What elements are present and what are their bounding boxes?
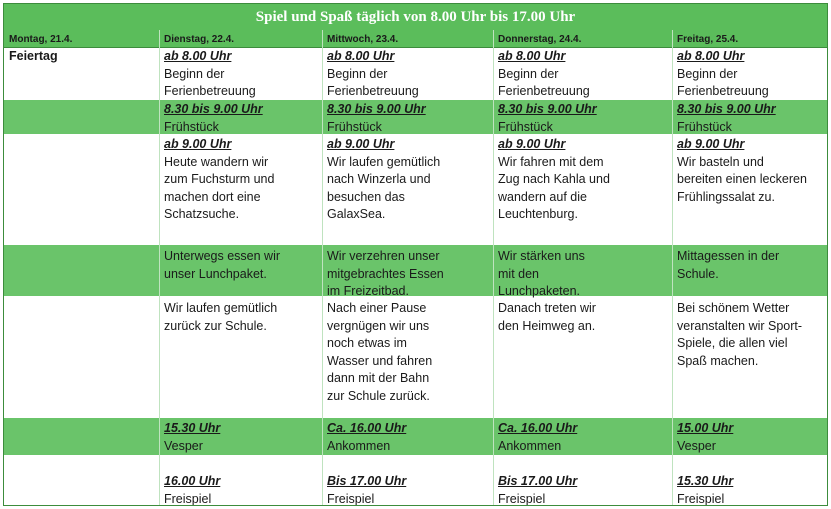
schedule-block xyxy=(164,473,220,506)
activity-text: Unterwegs essen wir xyxy=(164,249,281,263)
time-label: 15.30 Uhr xyxy=(677,474,734,488)
activity-text: Vesper xyxy=(164,438,203,453)
schedule-block xyxy=(498,420,577,455)
schedule-block xyxy=(677,300,802,370)
column-divider xyxy=(159,30,160,505)
time-label: ab 8.00 Uhr xyxy=(498,49,566,63)
activity-text: Freispiel xyxy=(498,491,546,506)
activity-text: zurück zur Schule. xyxy=(164,318,267,333)
activity-text: Ferienbetreuung xyxy=(498,84,590,98)
activity-text: Freispiel xyxy=(327,491,375,506)
activity-text: Nach einer Pause xyxy=(327,301,427,315)
schedule-block xyxy=(677,136,807,206)
schedule-block xyxy=(164,136,274,224)
activity-text: machen dort eine xyxy=(164,189,261,204)
time-label: Ca. 16.00 Uhr xyxy=(498,421,578,435)
activity-text: den Heimweg an. xyxy=(498,318,596,333)
activity-text: Ferienbetreuung xyxy=(677,84,769,98)
day-header: Donnerstag, 24.4. xyxy=(498,34,582,45)
activity-text: Beginn der xyxy=(327,66,388,81)
activity-text: Spiele, die allen viel xyxy=(677,336,788,350)
activity-text: Schule. xyxy=(677,266,719,281)
time-label: ab 8.00 Uhr xyxy=(164,49,232,63)
time-label: 8.30 bis 9.00 Uhr xyxy=(677,102,776,116)
activity-text: Frühstück xyxy=(677,119,732,134)
schedule-block xyxy=(327,101,426,136)
time-label: ab 9.00 Uhr xyxy=(498,137,566,151)
time-label: 16.00 Uhr xyxy=(164,474,221,488)
day-header: Freitag, 25.4. xyxy=(677,34,739,45)
schedule-block xyxy=(327,248,444,301)
activity-text: mit den xyxy=(498,266,539,281)
activity-text: GalaxSea. xyxy=(327,207,386,221)
activity-text: wandern auf die xyxy=(498,189,587,204)
time-label: 8.30 bis 9.00 Uhr xyxy=(498,102,597,116)
activity-text: Frühstück xyxy=(498,119,553,134)
time-label: ab 9.00 Uhr xyxy=(164,137,232,151)
schedule-block xyxy=(164,48,256,101)
activity-text: Beginn der xyxy=(164,66,225,81)
time-label: 15.30 Uhr xyxy=(164,421,221,435)
time-label: ab 9.00 Uhr xyxy=(677,137,745,151)
activity-text: zur Schule zurück. xyxy=(327,388,430,403)
activity-text: Beginn der xyxy=(677,66,738,81)
column-divider xyxy=(493,30,494,505)
schedule-block xyxy=(164,248,280,283)
activity-text: Wir laufen gemütlich xyxy=(164,301,278,315)
activity-text: Leuchtenburg. xyxy=(498,207,578,221)
activity-text: Schatzsuche. xyxy=(164,207,240,221)
activity-text: Bei schönem Wetter xyxy=(677,301,790,315)
activity-text: besuchen das xyxy=(327,189,405,204)
schedule-block xyxy=(327,300,432,405)
time-label: Bis 17.00 Uhr xyxy=(498,474,578,488)
column-divider xyxy=(672,30,673,505)
activity-text: Ferienbetreuung xyxy=(164,84,256,98)
activity-text: Spaß machen. xyxy=(677,353,759,368)
activity-text: im Freizeitbad. xyxy=(327,284,409,298)
schedule-block xyxy=(327,136,440,224)
schedule-block xyxy=(498,136,610,224)
activity-text: Wasser und fahren xyxy=(327,353,433,368)
schedule-block xyxy=(327,420,406,455)
activity-text: Wir fahren mit dem xyxy=(498,154,604,169)
schedule-block xyxy=(677,48,769,101)
time-label: 8.30 bis 9.00 Uhr xyxy=(327,102,426,116)
schedule-block xyxy=(327,473,406,506)
activity-text: nach Winzerla und xyxy=(327,172,431,186)
activity-text: zum Fuchsturm und xyxy=(164,172,275,186)
activity-text: bereiten einen leckeren xyxy=(677,172,807,186)
schedule-block xyxy=(498,300,596,335)
activity-text: veranstalten wir Sport- xyxy=(677,318,803,333)
activity-text: Beginn der xyxy=(498,66,559,81)
schedule-block xyxy=(677,473,733,506)
activity-text: Freispiel xyxy=(164,491,212,506)
time-label: ab 9.00 Uhr xyxy=(327,137,395,151)
schedule-block xyxy=(498,48,590,101)
schedule-block xyxy=(164,420,220,455)
schedule-block xyxy=(677,420,733,455)
schedule-table xyxy=(3,3,828,506)
activity-text: Mittagessen in der xyxy=(677,249,780,263)
activity-text: Danach treten wir xyxy=(498,301,596,315)
time-label: 8.30 bis 9.00 Uhr xyxy=(164,102,263,116)
activity-text: mitgebrachtes Essen xyxy=(327,266,444,281)
day-header-monday: Montag, 21.4. xyxy=(9,34,73,45)
schedule-block xyxy=(164,300,277,335)
holiday-note: Feiertag xyxy=(9,49,58,63)
time-label: Bis 17.00 Uhr xyxy=(327,474,407,488)
activity-text: Zug nach Kahla und xyxy=(498,172,610,186)
activity-text: Ferienbetreuung xyxy=(327,84,419,98)
activity-text: Frühlingssalat zu. xyxy=(677,189,775,204)
activity-text: Ankommen xyxy=(327,438,391,453)
day-header: Dienstag, 22.4. xyxy=(164,34,235,45)
activity-text: Frühstück xyxy=(327,119,382,134)
activity-text: Ankommen xyxy=(498,438,562,453)
time-label: 15.00 Uhr xyxy=(677,421,734,435)
time-label: Ca. 16.00 Uhr xyxy=(327,421,407,435)
activity-text: dann mit der Bahn xyxy=(327,371,430,385)
day-header: Mittwoch, 23.4. xyxy=(327,34,399,45)
activity-text: Wir verzehren unser xyxy=(327,249,440,263)
activity-text: Heute wandern wir xyxy=(164,154,269,169)
activity-text: Wir basteln und xyxy=(677,154,764,169)
activity-text: Freispiel xyxy=(677,491,725,506)
column-divider xyxy=(322,30,323,505)
activity-text: Vesper xyxy=(677,438,716,453)
activity-text: vergnügen wir uns xyxy=(327,318,430,333)
activity-text: Frühstück xyxy=(164,119,219,134)
activity-text: noch etwas im xyxy=(327,336,407,350)
time-label: ab 8.00 Uhr xyxy=(677,49,745,63)
schedule-block xyxy=(498,101,597,136)
schedule-block xyxy=(677,101,776,136)
activity-text: unser Lunchpaket. xyxy=(164,266,267,281)
activity-text: Wir laufen gemütlich xyxy=(327,154,441,169)
schedule-block xyxy=(677,248,779,283)
activity-text: Lunchpaketen. xyxy=(498,284,581,298)
schedule-block xyxy=(498,473,577,506)
schedule-title: Spiel und Spaß täglich von 8.00 Uhr bis 17.00 Uhr xyxy=(4,4,827,30)
schedule-block xyxy=(164,101,263,136)
schedule-block xyxy=(498,248,585,301)
activity-text: Wir stärken uns xyxy=(498,249,585,263)
schedule-block xyxy=(327,48,419,101)
time-label: ab 8.00 Uhr xyxy=(327,49,395,63)
